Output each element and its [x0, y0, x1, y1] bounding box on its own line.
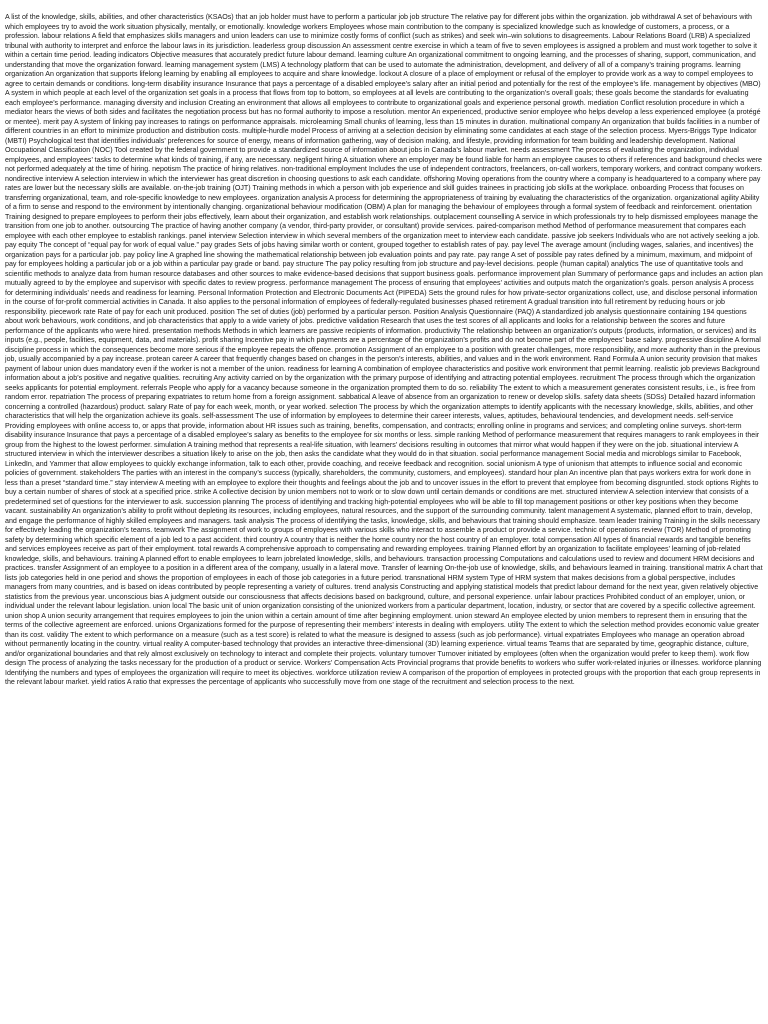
glossary-text-block: A list of the knowledge, skills, abilities, and other characteristics (KSAOs) that an job holder must have to perform a particular job job structure The relative pay for different jobs within the organization. job withdrawal A set of behaviours with which employees try to avoid the work situation physically, mentally, or emotionally. knowledge workers Employees whose main contribution to the company is specialized knowledge such as knowledge of customers, a process, or a profession. labour relations A field that emphasizes skills managers and union leaders can use to minimize costly forms of conflict (such as strikes) and seek win–win solutions to disagreements. Labour Relations Board (LRB) A specialized tribunal with authority to interpret and enforce the labour laws in its jurisdiction. leaderless group discussion An assessment centre exercise in which a team of five to seven employees is assigned a problem and must work together to solve it within a certain time period. leading indicators Objective measures that accurately predict future labour demand. learning culture An organizational commitment to ongoing learning, and the processes of sharing, support, communication, and understanding that move the organization forward. learning management system (LMS) A technology platform that can be used to automate the administration, development, and delivery of all of a company’s training programs. learning organization An organization that supports lifelong learning by enabling all employees to acquire and share knowledge. lockout A closure of a place of employment or refusal of the employer to provide work as a way to compel employees to agree to certain demands or conditions. long-term disability insurance Insurance that pays a percentage of a disabled employee’s salary after an initial period and potentially for the rest of the employee’s life. management by objectives (MBO) A system in which people at each level of the organization set goals in a process that flows from top to bottom, so employees at all levels are contributing to the organization’s overall goals; these goals become the standards for evaluating each employee’s performance. managing diversity and inclusion Creating an environment that allows all employees to contribute to organizational goals and experience personal growth. mediation Conflict resolution procedure in which a mediator hears the views of both sides and facilitates the negotiation process but has no formal authority to impose a resolution. mentor An experienced, productive senior employee who helps develop a less experienced employee (a protégé or mentee). merit pay A system of linking pay increases to ratings on performance appraisals. microlearning Small chunks of learning, less than 15 minutes in duration. multinational company An organization that builds facilities in a number of different countries in an effort to minimize production and distribution costs. multiple-hurdle model Process of arriving at a selection decision by eliminating some candidates at each stage of the selection process. Myers-Briggs Type Indicator (MBTI) Psychological test that identifies individuals’ preferences for source of energy, means of information gathering, way of decision making, and lifestyle, providing information for team building and leadership development. National Occupational Classification (NOC) Tool created by the federal government to provide a standardized source of information about jobs in Canada’s labour market. needs assessment The process of evaluating the organization, individual employees, and employees’ tasks to determine what kinds of training, if any, are necessary. negligent hiring A situation where an employer may be found liable for harm an employee causes to others if references and background checks were not performed adequately at the time of hiring. nepotism The practice of hiring relatives. non-traditional employment Includes the use of independent contractors, freelancers, on-call workers, temporary workers, and contract company workers. nondirective interview A selection interview in which the interviewer has great discretion in choosing questions to ask each candidate. offshoring Moving operations from the country where a company is headquartered to a company where pay rates are lower but the necessary skills are available. on-the-job training (OJT) Training methods in which a person with job experience and skill guides trainees in practicing job skills at the workplace. onboarding Process that focuses on transferring organizational, team, and role-specific knowledge to new employees. organization analysis A process for determining the appropriateness of training by evaluating the characteristics of the organization. organizational agility Ability of a firm to sense and respond to the environment by intentionally changing. organizational behaviour modification (OBM) A plan for managing the behaviour of employees through a formal system of feedback and reinforcement. orientation Training designed to prepare employees to perform their jobs effectively, learn about their organization, and establish work relationships. outplacement counselling A service in which professionals try to help dismissed employees manage the transition from one job to another. outsourcing The practice of having another company (a vendor, third-party provider, or consultant) provide services. paired-comparison method Method of performance measurement that compares each employee with each other employee to establish rankings. panel interview Selection interview in which several members of the organization meet to interview each candidate. passive job seekers Individuals who are not actively seeking a job. pay equity The concept of “equal pay for work of equal value.” pay grades Sets of jobs having similar worth or content, grouped together to establish rates of pay. pay level The average amount (including wages, salaries, and incentives) the organization pays for a particular job. pay policy line A graphed line showing the mathematical relationship between job evaluation points and pay rate. pay range A set of possible pay rates defined by a minimum, maximum, and midpoint of pay for employees holding a particular job or a job within a particular pay grade or band. pay structure The pay policy resulting from job structure and pay-level decisions. people (human capital) analytics The use of quantitative tools and scientific methods to analyze data from human resource databases and other sources to make evidence-based decisions that support business goals. performance improvement plan Summary of performance gaps and includes an action plan mutually agreed to by the employee and supervisor with specific dates to review progress. performance management The process of ensuring that employees’ activities and outputs match the organization’s goals. person analysis A process for determining individuals’ needs and readiness for learning. Personal Information Protection and Electronic Documents Act (PIPEDA) Sets the ground rules for how private-sector organizations collect, use, and disclose personal information in the course of for-profit commercial activities in Canada. It also applies to the personal information of employees of federally-regulated businesses phased retirement A gradual transition into full retirement by reducing hours or job responsibility. piecework rate Rate of pay for each unit produced. position The set of duties (job) performed by a particular person. Position Analysis Questionnaire (PAQ) A standardized job analysis questionnaire containing 194 questions about work behaviours, work conditions, and job characteristics that apply to a wide variety of jobs. predictive validation Research that uses the test scores of all applicants and looks for a relationship between the scores and future performance of the applicants who were hired. presentation methods Methods in which learners are passive recipients of information. productivity The relationship between an organization’s outputs (products, information, or services) and its inputs (e.g., people, facilities, equipment, data, and materials). profit sharing Incentive pay in which payments are a percentage of the organization’s profits and do not become part of the employees’ base salary. progressive discipline A formal discipline process in which the consequences become more serious if the employee repeats the offence. promotion Assignment of an employee to a position with greater challenges, more responsibility, and more authority than in the previous job, usually accompanied by a pay increase. protean career A career that frequently changes based on changes in the person’s interests, abilities, and values and in the work environment. Rand Formula A union security provision that makes payment of labour union dues mandatory even if the worker is not a member of the union. readiness for learning A combination of employee characteristics and positive work environment that permit learning. realistic job previews Background information about a job’s positive and negative qualities. recruiting Any activity carried on by the organization with the primary purpose of identifying and attracting potential employees. recruitment The process through which the organization seeks applicants for potential employment. referrals People who apply for a vacancy because someone in the organization prompted them to do so. reliability The extent to which a measurement generates consistent results, i.e., is free from random error. repatriation The process of preparing expatriates to return home from a foreign assignment. sabbatical A leave of absence from an organization to renew or develop skills. safety data sheets (SDSs) Detailed hazard information concerning a controlled (hazardous) product. salary Rate of pay for each week, month, or year worked. selection The process by which the organization attempts to identify applicants with the necessary knowledge, skills, abilities, and other characteristics that will help the organization achieve its goals. self-assessment The use of information by employees to determine their career interests, values, aptitudes, behavioural tendencies, and development needs. self-service Providing employees with online access to, or apps that provide, information about HR issues such as training, benefits, compensation, and contracts; enrolling online in programs and services; and completing online surveys. short-term disability insurance Insurance that pays a percentage of a disabled employee’s salary as benefits to the employee for six months or less. simple ranking Method of performance measurement that requires managers to rank employees in their group from the highest to the lowest performer. simulation A training method that represents a real-life situation, with learners’ decisions resulting in outcomes that mirror what would happen if they were on the job. situational interview A structured interview in which the interviewer describes a situation likely to arise on the job, then asks the candidate what they would do in that situation. social performance management Social media and microblogs similar to Facebook, LinkedIn, and Yammer that allow employees to quickly exchange information, talk to each other, provide coaching, and receive feedback and recognition. social unionism A type of unionism that attempts to influence social and economic policies of government. stakeholders The parties with an interest in the company’s success (typically, shareholders, the community, customers, and employees). standard hour plan An incentive plan that pays workers extra for work done in less than a preset “standard time.” stay interview A meeting with an employee to explore their thoughts and feelings about the job and to uncover issues in the effort to prevent that employee from becoming disgruntled. stock options Rights to buy a certain number of shares of stock at a specified price. strike A collective decision by union members not to work or to slow down until certain demands or conditions are met. structured interview A selection interview that consists of a predetermined set of questions for the interviewer to ask. succession planning The process of identifying and tracking high-potential employees who will be able to fill top management positions or other key positions when they become vacant. sustainability An organization’s ability to profit without depleting its resources, including employees, natural resources, and the support of the surrounding community. talent management A systematic, planned effort to train, develop, and engage the performance of highly skilled employees and managers. task analysis The process of identifying the tasks, knowledge, skills, and behaviours that training should emphasize. team leader training Training in the skills necessary for effectively leading the organization’s teams. teamwork The assignment of work to groups of employees with various skills who interact to assemble a product or provide a service. technic of operations review (TOR) Method of promoting safety by determining which specific element of a job led to a past accident. third country A country that is neither the home country nor the host country of an employer. total compensation All types of financial rewards and tangible benefits and services employees receive as part of their employment. total rewards A comprehensive approach to compensating and rewarding employees. training Planned effort by an organization to facilitate employees’ learning of job-related knowledge, skills, and behaviours. training A planned effort to enable employees to learn jobrelated knowledge, skills, and behaviours. transaction processing Computations and calculations used to review and document HRM decisions and practices. transfer Assignment of an employee to a position in a different area of the company, usually in a lateral move. Transfer of learning On-the-job use of knowledge, skills, and behaviours learned in training. transitional matrix A chart that lists job categories held in one period and shows the proportion of employees in each of those job categories in a future period. transnational HRM system Type of HRM system that makes decisions from a global perspective, includes managers from many countries, and is based on ideas contributed by people representing a variety of cultures. trend analysis Constructing and applying statistical models that predict labour demand for the next year, given relatively objective statistics from the previous year. unconscious bias A judgment outside our consciousness that affects decisions based on background, culture, and personal experience. unfair labour practices Prohibited conduct of an employer, union, or individual under the relevant labour legislation. union local The basic unit of union organization consisting of the unionized workers from a particular department, location, industry, or sector that are covered by a specific collective agreement. union shop A union security arrangement that requires employees to join the union within a certain amount of time after beginning employment. union steward An employee elected by union members to represent them in ensuring that the terms of the collective agreement are enforced. unions Organizations formed for the purpose of representing their members’ interests in dealing with employers. utility The extent to which the selection method provides economic value greater than its cost. validity The extent to which performance on a measure (such as a test score) is related to what the measure is designed to assess (such as job performance). virtual expatriates Employees who manage an operation abroad without permanently locating in the country. virtual reality A computer-based technology that provides an interactive three-dimensional (3D) learning experience. virtual teams Teams that are separated by time, geographic distance, culture, and/or organizational boundaries and that rely almost exclusively on technology to interact and complete their projects. voluntary turnover Turnover initiated by employees (often when the organization would prefer to keep them). work flow design The process of analyzing the tasks necessary for the production of a product or service. Workers’ Compensation Acts Provincial programs that provide benefits to workers who suffer work-related injuries or illnesses. workforce planning Identifying the numbers and types of employees the organization will require to meet its objectives. workforce utilization review A comparison of the proportion of employees in protected groups with the proportion that each group represents in the relevant labour market. yield ratios A ratio that expresses the percentage of applicants who successfully move from one stage of the recruitment and selection process to the next.: [5, 13, 763, 686]
